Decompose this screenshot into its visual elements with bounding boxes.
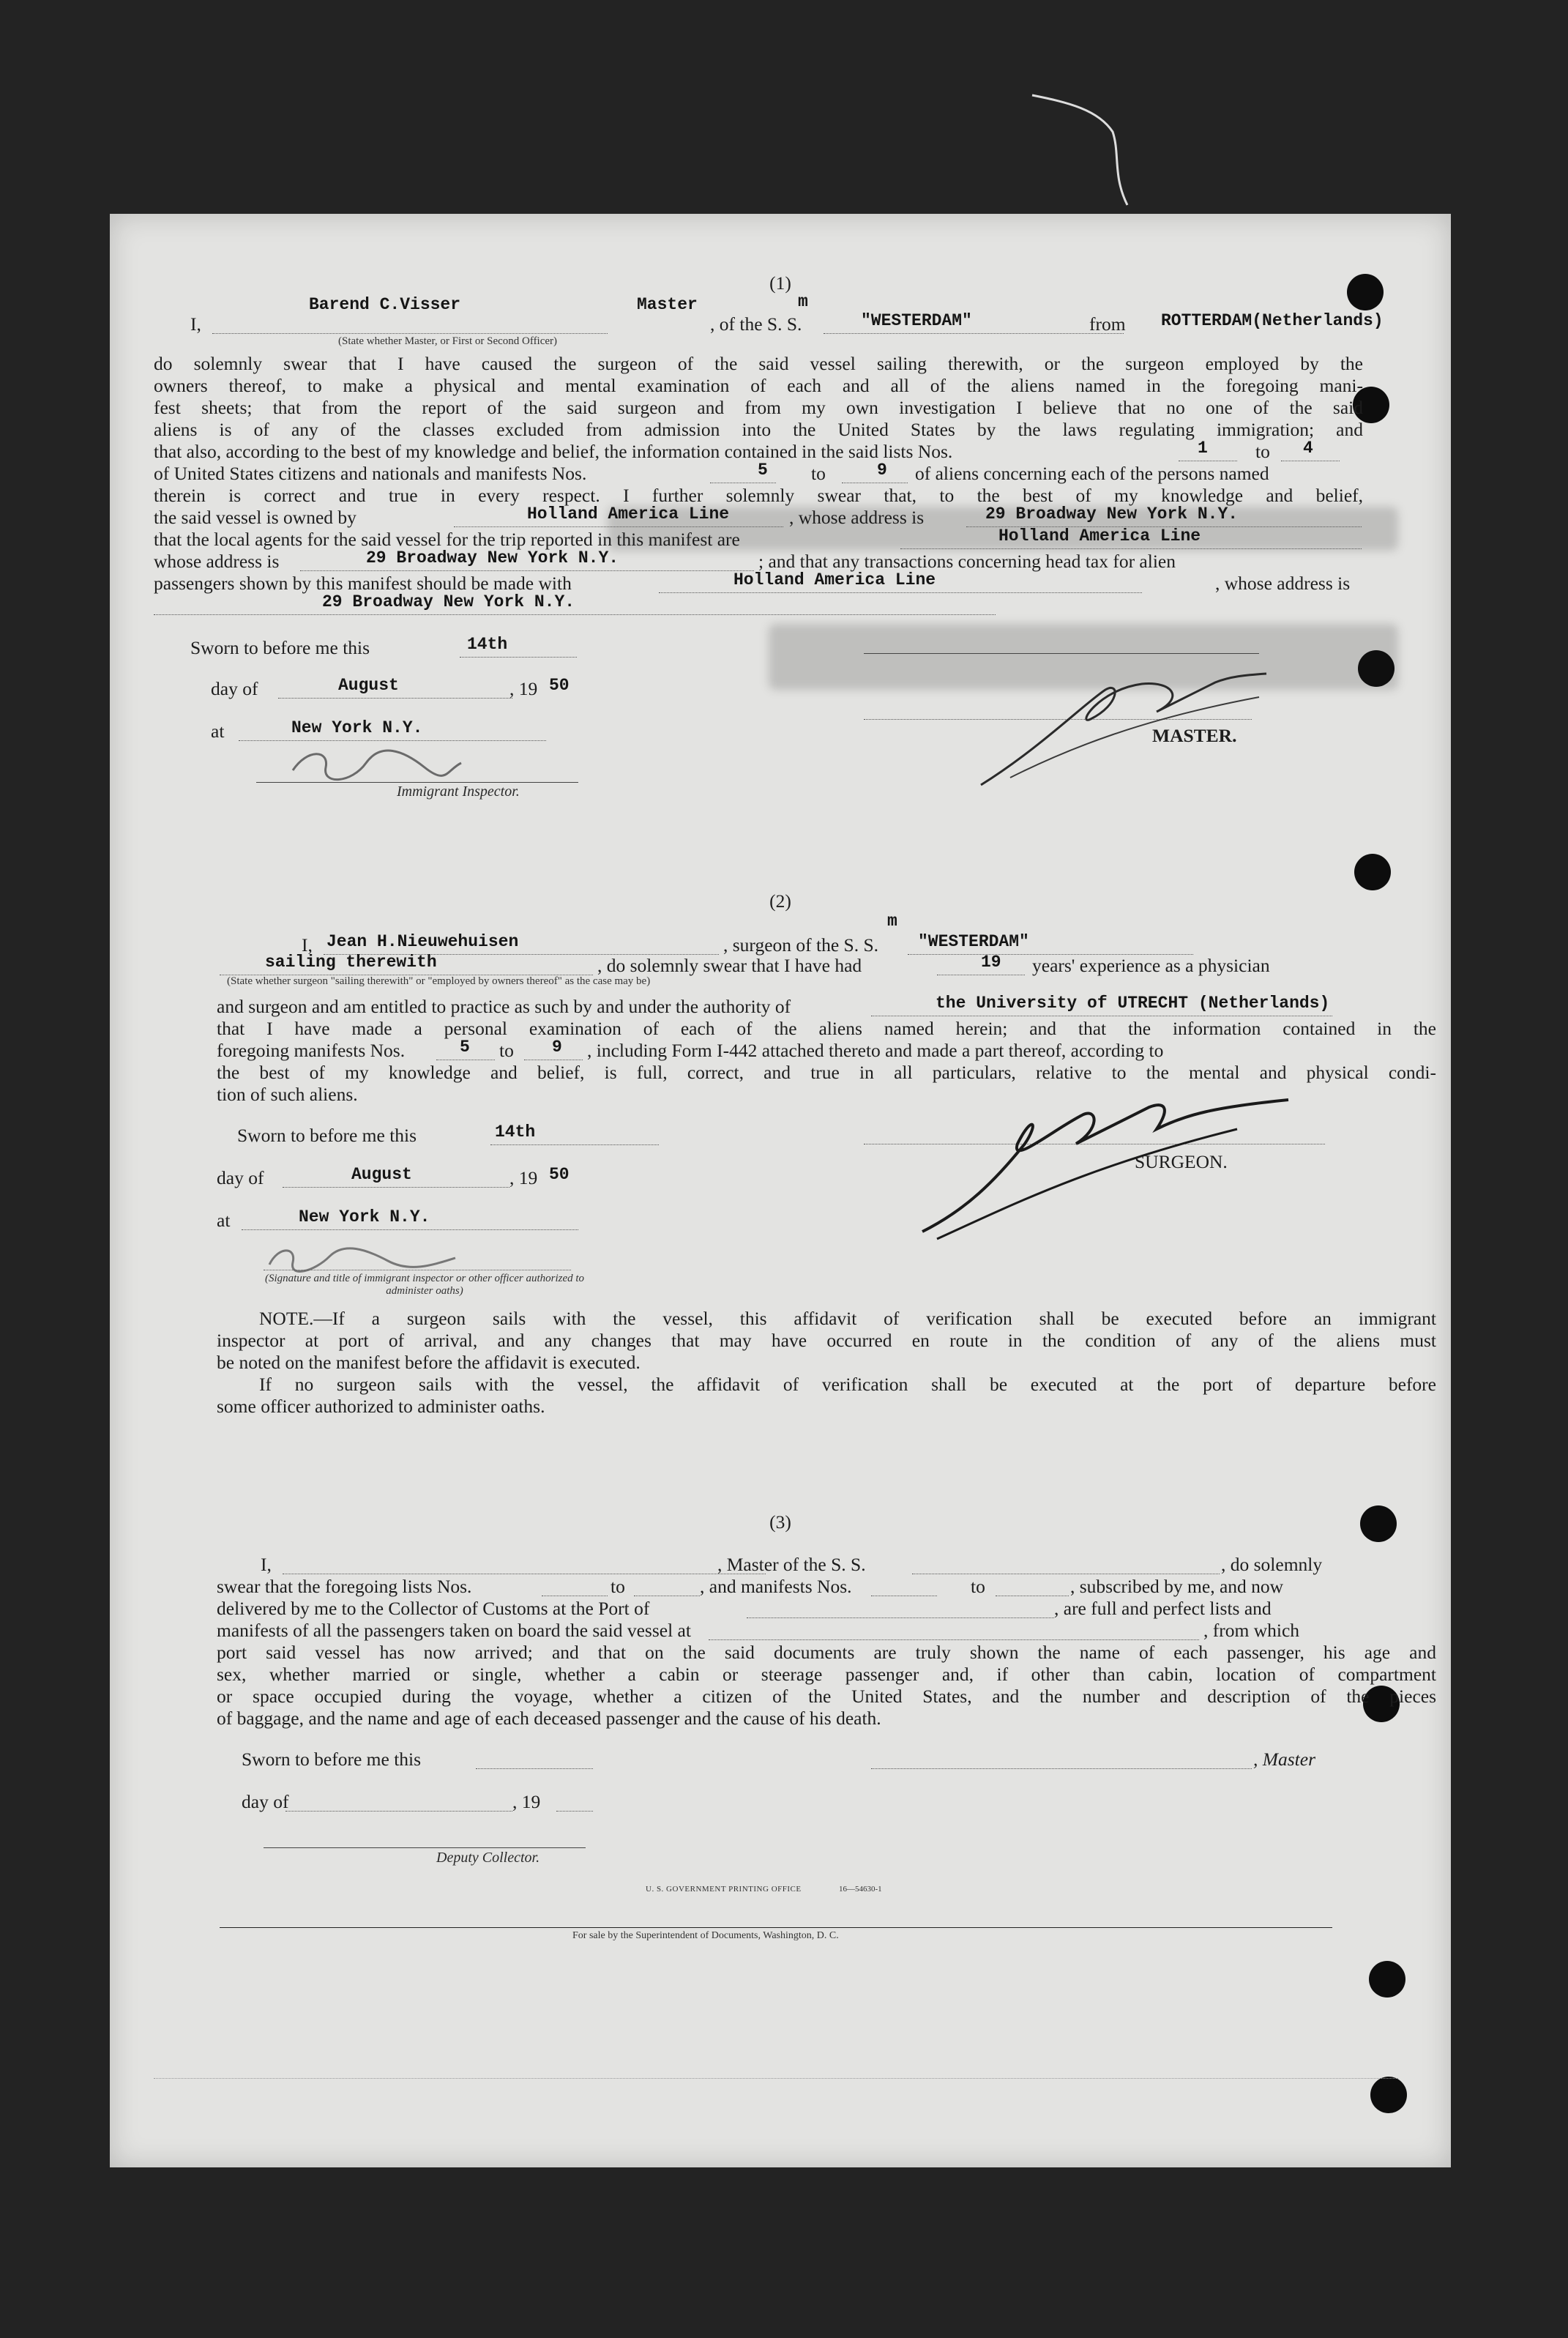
- section2-line-4: tion of such aliens.: [217, 1084, 358, 1105]
- s3-manifests-to-label: to: [971, 1576, 985, 1597]
- owner: Holland America Line: [527, 505, 730, 524]
- master-name: Barend C.Visser: [309, 295, 461, 314]
- s3-master-caption: , Master: [1253, 1749, 1315, 1770]
- rank-caption: (State whether Master, or First or Second Officer): [338, 335, 558, 347]
- sworn-day-2: 14th: [495, 1123, 536, 1142]
- s3-line-3a: delivered by me to the Collector of Customs at the Port of: [217, 1598, 650, 1619]
- agents-line: [900, 548, 1362, 549]
- punch-hole: [1354, 854, 1391, 890]
- agents-address: 29 Broadway New York N.Y.: [366, 548, 619, 567]
- s3-line-6: sex, whether married or single, whether a cabin or steerage passenger and, if other than cabin, location of compartment: [217, 1664, 1436, 1685]
- s3-line-4b: , from which: [1203, 1620, 1300, 1641]
- stray-thread: [1025, 81, 1157, 212]
- section1-line-3: fest sheets; that from the report of the said surgeon and from my own investigation I believe that no one of the said: [154, 397, 1363, 418]
- agents: Holland America Line: [998, 526, 1201, 546]
- year-prefix-1: , 19: [509, 678, 538, 699]
- s3-port-line: [747, 1617, 1054, 1618]
- s3-oath-prefix: I,: [261, 1554, 272, 1575]
- master-name-line: [212, 333, 608, 334]
- s3-line-5: port said vessel has now arrived; and that on the said documents are truly shown the name of each passenger, his age and: [217, 1642, 1436, 1663]
- vessel-prefix-1: m: [798, 292, 808, 311]
- section1-line-6: of United States citizens and nationals and manifests Nos.: [154, 463, 587, 484]
- section1-line-4: aliens is of any of the classes excluded from admission into the United States by the laws regulating immigration; and: [154, 419, 1363, 440]
- day-of-label-2: day of: [217, 1167, 264, 1188]
- printing-office: U. S. GOVERNMENT PRINTING OFFICE: [646, 1885, 802, 1894]
- lists-from: 1: [1198, 439, 1208, 458]
- surgeon-status: sailing therewith: [265, 953, 437, 972]
- bottom-trim-line: [154, 2078, 1398, 2079]
- section-number-3: (3): [769, 1511, 791, 1533]
- s3-sworn-label: Sworn to before me this: [242, 1749, 422, 1770]
- s3-line-8: of baggage, and the name and age of each deceased passenger and the cause of his death.: [217, 1708, 881, 1729]
- s2-manifests-from: 5: [460, 1038, 470, 1057]
- footer-rule: [220, 1927, 1332, 1928]
- sale-note: For sale by the Superintendent of Documents, Washington, D. C.: [572, 1930, 839, 1941]
- section1-line-10b: ; and that any transactions concerning head tax for alien: [758, 551, 1176, 572]
- sworn-label-1: Sworn to before me this: [190, 637, 370, 658]
- inspector-caption: Immigrant Inspector.: [397, 783, 520, 800]
- manifests-to-label: to: [811, 463, 826, 484]
- s3-year-prefix: , 19: [512, 1791, 541, 1812]
- master-rank: Master: [637, 295, 698, 314]
- s3-year-line: [556, 1811, 593, 1812]
- master-caption: MASTER.: [1152, 725, 1237, 746]
- sworn-day-1: 14th: [467, 635, 508, 654]
- month-line-2: [283, 1187, 509, 1188]
- lists-to-label: to: [1255, 441, 1270, 462]
- section1-line-8: the said vessel is owned by: [154, 507, 356, 528]
- headtax-address-line: [154, 614, 996, 615]
- s3-master-sign-line: [871, 1768, 1252, 1769]
- section1-line-11b: , whose address is: [1215, 573, 1351, 594]
- status-caption: (State whether surgeon "sailing therewith" or "employed by owners thereof" as the case may be): [227, 975, 651, 987]
- section2-oath-prefix: I,: [302, 934, 313, 956]
- manifests-to: 9: [877, 461, 887, 480]
- s3-line-4a: manifests of all the passengers taken on board the said vessel at: [217, 1620, 691, 1641]
- section-number-2: (2): [769, 890, 791, 912]
- s3-vessel-at-line: [709, 1639, 1199, 1640]
- authority-text: and surgeon and am entitled to practice as such by and under the authority of: [217, 996, 791, 1017]
- year-suffix-1: 50: [549, 676, 570, 695]
- s3-master-of: , Master of the S. S.: [717, 1554, 866, 1575]
- note-line-2: inspector at port of arrival, and any changes that may have occurred en route in the condition of any of the aliens must: [217, 1330, 1436, 1351]
- section1-line-9: that the local agents for the said vessel for the trip reported in this manifest are: [154, 529, 740, 550]
- s3-day-of-label: day of: [242, 1791, 289, 1812]
- place-2: New York N.Y.: [299, 1207, 430, 1226]
- at-label-2: at: [217, 1210, 231, 1231]
- s3-line-3b: , are full and perfect lists and: [1054, 1598, 1272, 1619]
- punch-hole: [1369, 1961, 1405, 1998]
- owner-address: 29 Broadway New York N.Y.: [985, 505, 1239, 524]
- form-number: 16—54630-1: [839, 1885, 882, 1894]
- year-suffix-2: 50: [549, 1165, 570, 1184]
- s3-solemnly: , do solemnly: [1221, 1554, 1323, 1575]
- note-line-3: be noted on the manifest before the affidavit is executed.: [217, 1352, 641, 1373]
- years: 19: [981, 953, 1001, 972]
- section1-line-1: do solemnly swear that I have caused the surgeon of the said vessel sailing therewith, or the surgeon employed by the: [154, 353, 1363, 374]
- section1-line-10: whose address is: [154, 551, 280, 572]
- s3-line-2a: swear that the foregoing lists Nos.: [217, 1576, 472, 1597]
- inspector-signature-1: [285, 741, 468, 785]
- agents-address-line: [300, 570, 754, 571]
- lists-to: 4: [1303, 439, 1313, 458]
- s2-manifests-to-label: to: [499, 1040, 514, 1061]
- headtax-address: 29 Broadway New York N.Y.: [322, 592, 575, 611]
- master-signature-line: [864, 653, 1259, 654]
- s3-line-2b: , and manifests Nos.: [700, 1576, 852, 1597]
- owner-address-label: , whose address is: [789, 507, 925, 528]
- authority: the University of UTRECHT (Netherlands): [936, 994, 1330, 1013]
- surgeon-name: Jean H.Nieuwehuisen: [326, 932, 519, 951]
- s3-collector-caption: Deputy Collector.: [436, 1850, 540, 1866]
- section2-line-3: the best of my knowledge and belief, is full, correct, and true in all particulars, relative to the mental and physical condi-: [217, 1062, 1436, 1083]
- place-1: New York N.Y.: [291, 718, 423, 737]
- of-the-ss-label: , of the S. S.: [710, 313, 802, 335]
- surgeon-caption: SURGEON.: [1135, 1151, 1228, 1172]
- year-prefix-2: , 19: [509, 1167, 538, 1188]
- sworn-day-line-2: [490, 1144, 659, 1145]
- punch-hole: [1370, 2077, 1407, 2113]
- section1-line-7: therein is correct and true in every respect. I further solemnly swear that, to the best of my knowledge and belief,: [154, 485, 1363, 506]
- section2-line-1: that I have made a personal examination of each of the aliens named herein; and that the information contained in the: [217, 1018, 1436, 1039]
- day-of-label-1: day of: [211, 678, 258, 699]
- month-2: August: [351, 1165, 412, 1184]
- officer-signature-caption: (Signature and title of immigrant inspector or other officer authorized to administer oaths): [264, 1273, 585, 1297]
- note-line-5: some officer authorized to administer oaths.: [217, 1396, 545, 1417]
- s2-manifests-to: 9: [552, 1038, 562, 1057]
- s3-sworn-line: [476, 1768, 593, 1769]
- surgeon-signature: [908, 1085, 1318, 1254]
- at-label-1: at: [211, 721, 225, 742]
- headtax-party: Holland America Line: [733, 570, 936, 589]
- headtax-party-line: [659, 592, 1142, 593]
- vessel-name-line: [824, 333, 1124, 334]
- section1-line-11: passengers shown by this manifest should be made with: [154, 573, 572, 594]
- swear-text: , do solemnly swear that I have had: [597, 955, 862, 976]
- s3-day-line: [285, 1811, 512, 1812]
- section1-oath-prefix: I,: [190, 313, 201, 335]
- section2-line-2b: , including Form I-442 attached thereto and made a part thereof, according to: [587, 1040, 1164, 1061]
- place-line-2: [242, 1229, 578, 1230]
- note-line-1: NOTE.—If a surgeon sails with the vessel, this affidavit of verification shall be executed before an immigrant: [259, 1308, 1436, 1329]
- manifests-from: 5: [758, 461, 768, 480]
- vessel-name-2: "WESTERDAM": [918, 932, 1029, 951]
- vessel-name-1: "WESTERDAM": [861, 311, 972, 330]
- s3-line-7: or space occupied during the voyage, whether a citizen of the United States, and the number and description of the pieces: [217, 1686, 1436, 1707]
- vessel-prefix-2: m: [887, 912, 897, 931]
- month-1: August: [338, 676, 399, 695]
- port-from: ROTTERDAM(Netherlands): [1161, 311, 1384, 330]
- sworn-label-2: Sworn to before me this: [237, 1125, 417, 1146]
- inspector-line-1: [256, 782, 578, 783]
- sworn-day-line-1: [460, 657, 577, 658]
- manifest-page: [110, 214, 1451, 2167]
- section1-line-6b: of aliens concerning each of the persons named: [915, 463, 1269, 484]
- section-number-1: (1): [769, 272, 791, 294]
- years-text: years' experience as a physician: [1032, 955, 1270, 976]
- owner-line: [454, 526, 783, 527]
- section2-line-2: foregoing manifests Nos.: [217, 1040, 406, 1061]
- surgeon-of-the-label: , surgeon of the S. S.: [723, 934, 879, 956]
- s3-line-2c: , subscribed by me, and now: [1070, 1576, 1284, 1597]
- section1-line-2: owners thereof, to make a physical and mental examination of each and all of the aliens named in the foregoing mani-: [154, 375, 1363, 396]
- master-signature: [952, 660, 1288, 800]
- month-line-1: [278, 698, 512, 699]
- s3-collector-line: [264, 1847, 586, 1848]
- note-line-4: If no surgeon sails with the vessel, the affidavit of verification shall be executed at the port of departure before: [259, 1374, 1436, 1395]
- s3-lists-to-label: to: [611, 1576, 625, 1597]
- from-label: from: [1089, 313, 1126, 335]
- section1-line-5: that also, according to the best of my knowledge and belief, the information contained in the said lists Nos.: [154, 441, 953, 462]
